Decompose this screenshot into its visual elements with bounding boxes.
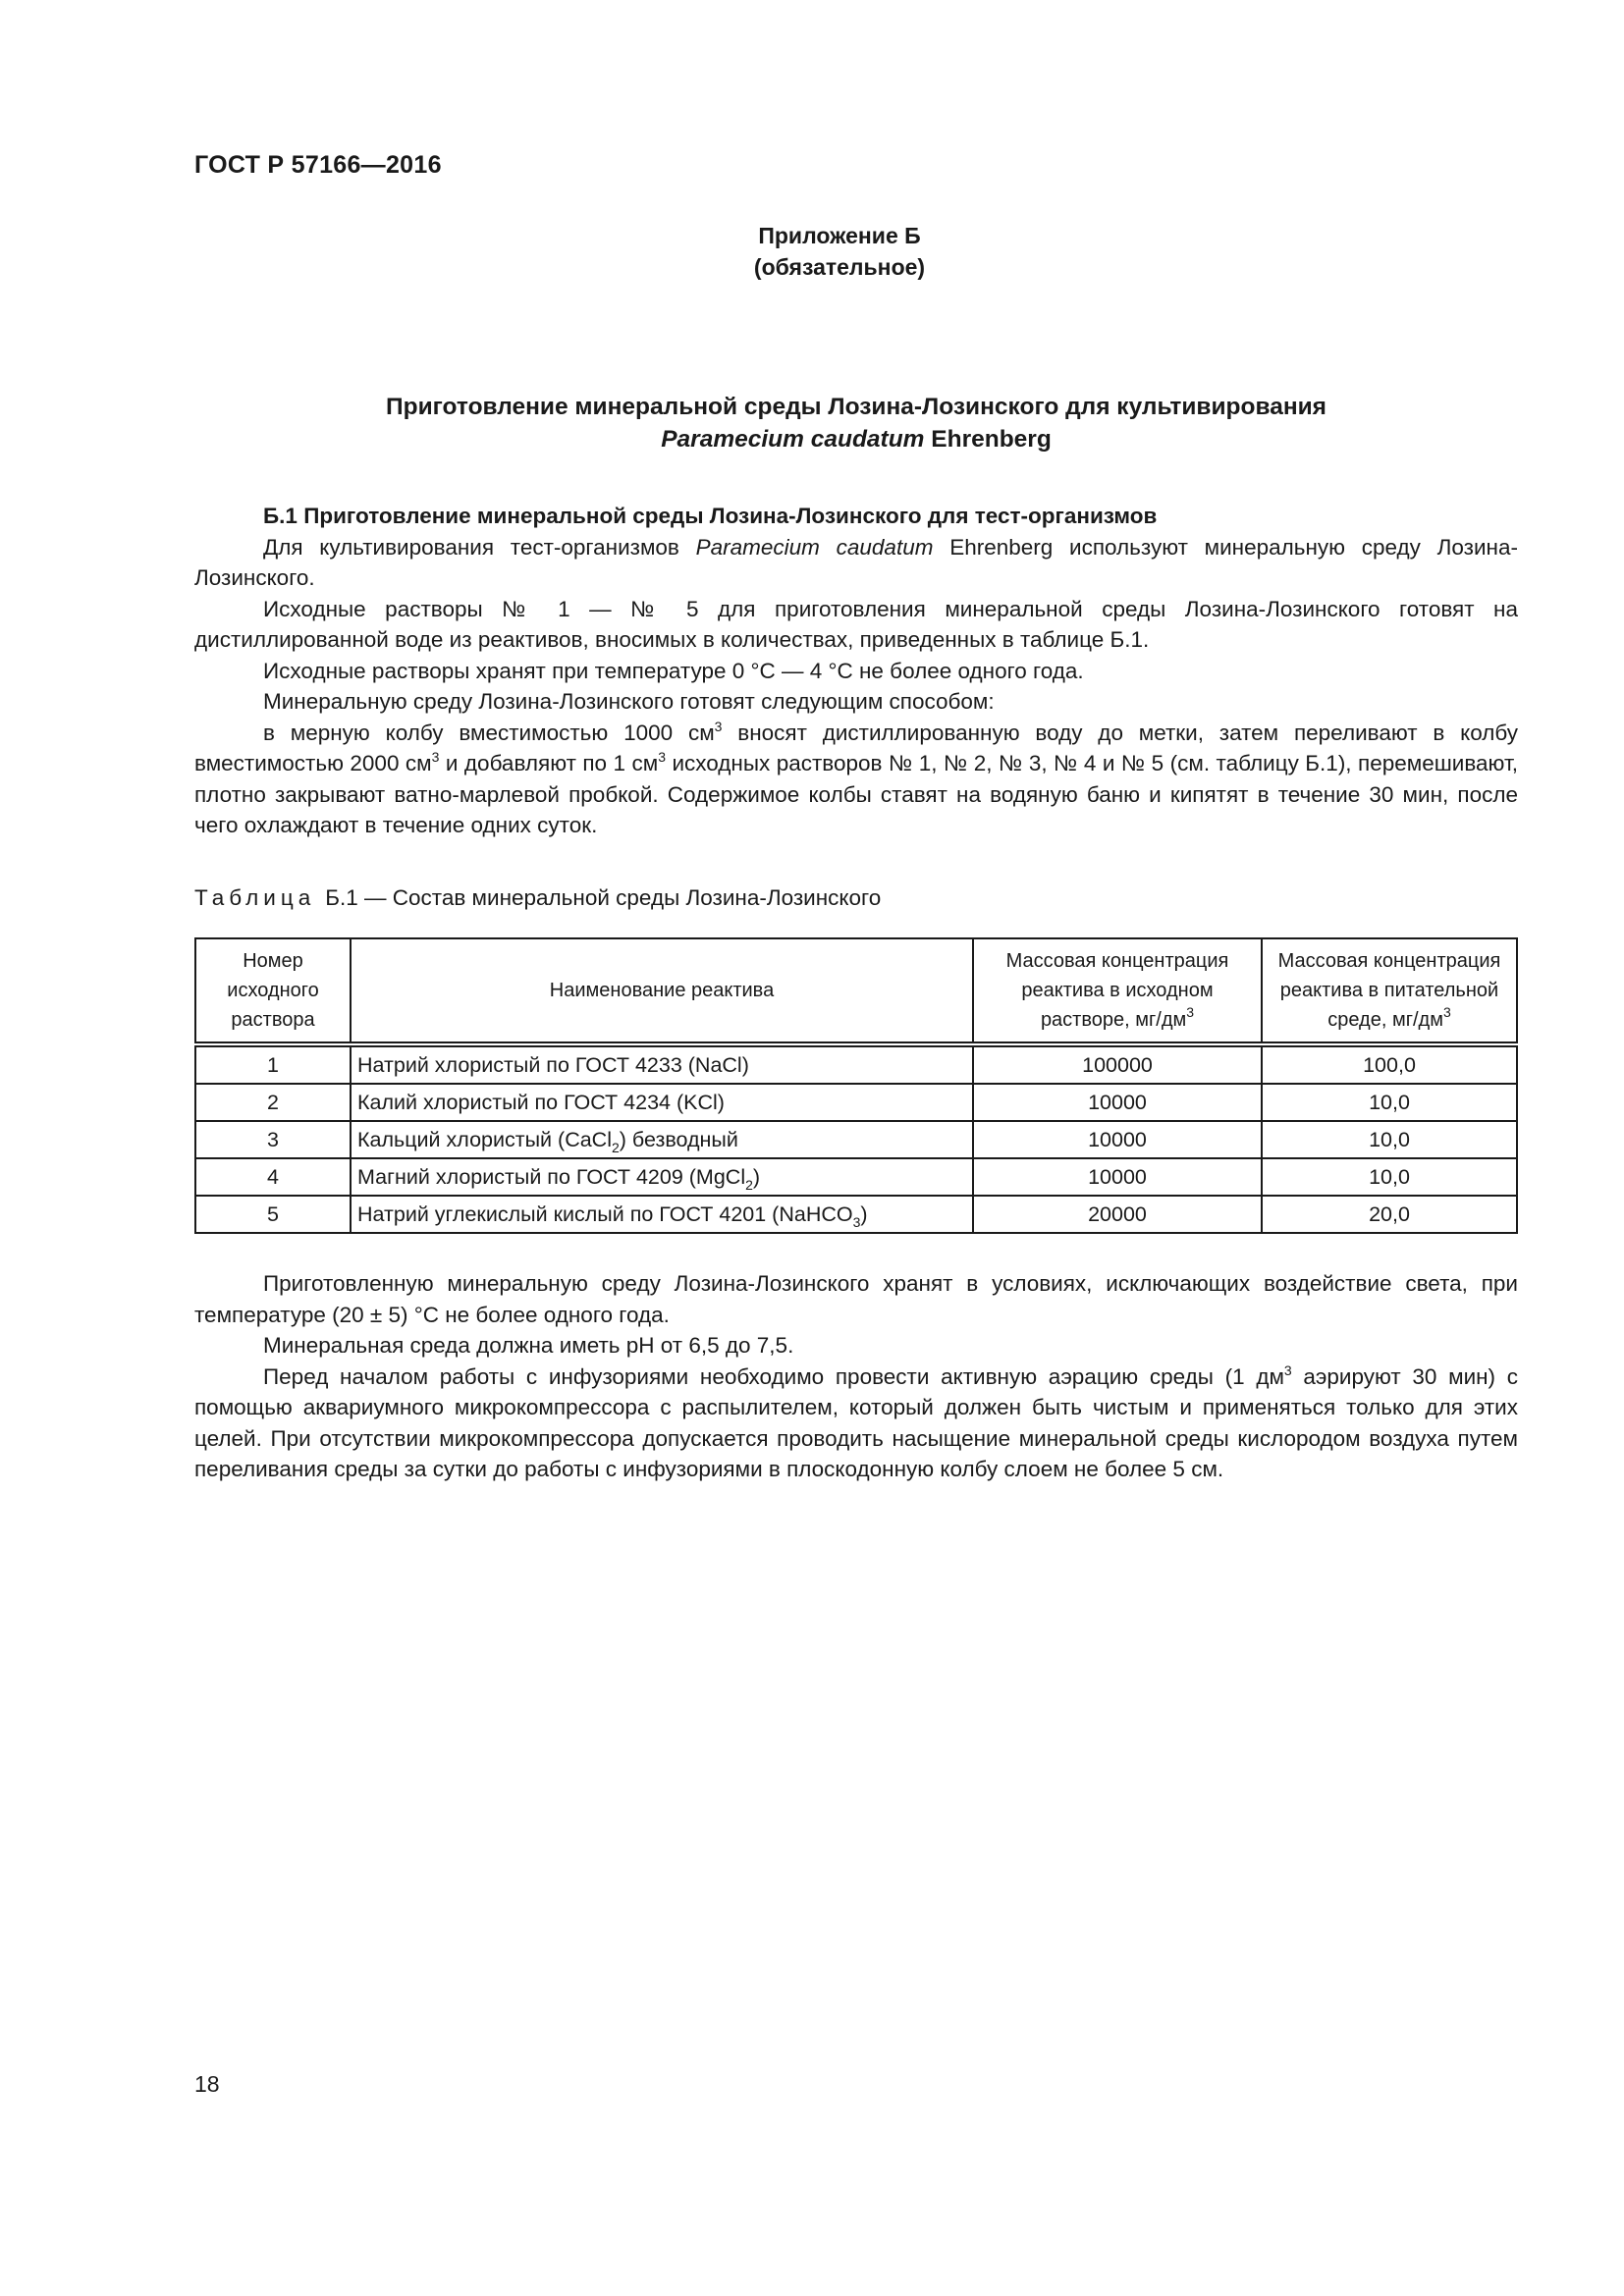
table-header-row xyxy=(195,938,1517,1044)
text-run: вносят дистиллированную воду до метки, затем переливают в колбу вместимостью 2000 см xyxy=(194,720,1519,775)
reagent-table xyxy=(194,937,1518,1234)
cell-reagent xyxy=(351,1158,973,1196)
section-b1 xyxy=(194,501,1518,841)
superscript: 3 xyxy=(1283,1362,1292,1378)
text-run: Кальций хлористый (CaCl xyxy=(357,1127,612,1151)
text-run: Натрий углекислый кислый по ГОСТ 4201 (NaHCO xyxy=(357,1201,853,1226)
title-line-1: Приготовление минеральной среды Лозина-Лозинского для культивирования xyxy=(386,394,1326,420)
paragraph: Исходные растворы хранят при температуре 0 °С — 4 °С не более одного года. xyxy=(263,658,1084,683)
cell-number: 2 xyxy=(195,1084,351,1121)
cell-number: 3 xyxy=(195,1121,351,1158)
cell-medium: 10,0 xyxy=(1262,1158,1517,1196)
table-row xyxy=(195,1084,1517,1121)
text-run: ) xyxy=(752,1164,761,1189)
paragraph: Минеральную среду Лозина-Лозинского готовят следующим способом: xyxy=(263,689,995,714)
section-b1-heading: Б.1 Приготовление минеральной среды Лозина-Лозинского для тест-организмов xyxy=(263,504,1158,528)
text-run: Натрий хлористый по ГОСТ 4233 (NaCl) xyxy=(357,1052,749,1077)
cell-reagent xyxy=(351,1084,973,1121)
superscript: 3 xyxy=(1442,1004,1451,1020)
cell-number: 4 xyxy=(195,1158,351,1196)
table-row xyxy=(195,1121,1517,1158)
appendix-title xyxy=(194,391,1518,455)
superscript: 3 xyxy=(714,718,723,734)
paragraph xyxy=(194,718,1518,841)
table-row xyxy=(195,1044,1517,1084)
table-row xyxy=(195,1158,1517,1196)
cell-medium: 10,0 xyxy=(1262,1084,1517,1121)
table-row xyxy=(195,1196,1517,1233)
title-line-2 xyxy=(194,423,1518,455)
cell-number: 5 xyxy=(195,1196,351,1233)
header-text: Массовая концентрация реактива в питательной среде, мг/дм xyxy=(1277,950,1501,1031)
paragraph: Минеральная среда должна иметь pH от 6,5 до 7,5. xyxy=(263,1333,794,1358)
table-caption-label: Таблица xyxy=(194,885,316,910)
cell-stock: 10000 xyxy=(973,1121,1262,1158)
cell-number: 1 xyxy=(195,1044,351,1084)
cell-stock: 10000 xyxy=(973,1158,1262,1196)
subscript: 2 xyxy=(745,1176,753,1193)
paragraph xyxy=(194,1362,1518,1485)
text-run: Магний хлористый по ГОСТ 4209 (MgCl xyxy=(357,1164,746,1189)
text-run: аэрируют 30 мин) с помощью аквариумного микрокомпрессора с распылителем, который должен быть чистым и применяться только для этих целей. При отсутствии микрокомпрессора допускается проводить насыщение минеральной среды кислородом воздуха путем переливания среды за сутки до работы с инфузориями в плоскодонную колбу слоем не более 5 см. xyxy=(194,1363,1518,1481)
header-reagent-name: Наименование реактива xyxy=(351,938,973,1044)
text-run: Калий хлористый по ГОСТ 4234 (KCl) xyxy=(357,1090,725,1114)
text-run: ) xyxy=(860,1201,868,1226)
paragraph xyxy=(194,532,1518,594)
species-name: Paramecium caudatum xyxy=(695,534,934,560)
text-run: Для культивирования тест-организмов xyxy=(263,534,696,560)
cell-stock: 10000 xyxy=(973,1084,1262,1121)
header-text: Массовая концентрация реактива в исходном растворе, мг/дм xyxy=(1005,950,1229,1031)
cell-medium: 20,0 xyxy=(1262,1196,1517,1233)
species-author: Ehrenberg xyxy=(924,426,1052,453)
cell-reagent xyxy=(351,1196,973,1233)
document-id-header: ГОСТ Р 57166—2016 xyxy=(194,151,442,179)
header-medium-concentration xyxy=(1262,938,1517,1044)
header-solution-number: Номер исходного раствора xyxy=(195,938,351,1044)
appendix-label: Приложение Б xyxy=(758,223,921,248)
cell-reagent xyxy=(351,1121,973,1158)
cell-stock: 20000 xyxy=(973,1196,1262,1233)
table-caption-text: Б.1 — Состав минеральной среды Лозина-Лозинского xyxy=(325,885,882,910)
page-number: 18 xyxy=(194,2071,220,2097)
appendix-heading xyxy=(0,220,1624,283)
subscript: 2 xyxy=(611,1139,620,1155)
cell-medium: 100,0 xyxy=(1262,1044,1517,1084)
species-name: Paramecium caudatum xyxy=(661,426,925,453)
header-stock-concentration xyxy=(973,938,1262,1044)
cell-medium: 10,0 xyxy=(1262,1121,1517,1158)
text-run: Ehrenberg используют минеральную среду Лозина-Лозинского. xyxy=(194,534,1518,590)
superscript: 3 xyxy=(658,749,666,765)
paragraph: Исходные растворы № 1 — № 5 для приготовления минеральной среды Лозина-Лозинского готовят на дистиллированной воде из реактивов, вносимых в количествах, приведенных в таблице Б.1. xyxy=(194,596,1518,652)
superscript: 3 xyxy=(1186,1004,1195,1020)
superscript: 3 xyxy=(431,749,440,765)
paragraph: Приготовленную минеральную среду Лозина-Лозинского хранят в условиях, исключающих воздействие света, при температуре (20 ± 5) °С не более одного года. xyxy=(194,1271,1518,1327)
subscript: 3 xyxy=(852,1213,861,1230)
cell-stock: 100000 xyxy=(973,1044,1262,1084)
table-caption xyxy=(194,885,881,911)
text-run: ) безводный xyxy=(619,1127,738,1151)
text-run: Перед началом работы с инфузориями необходимо провести активную аэрацию среды (1 дм xyxy=(263,1363,1284,1389)
appendix-status: (обязательное) xyxy=(753,254,926,280)
text-run: исходных растворов № 1, № 2, № 3, № 4 и № 5 (см. таблицу Б.1), перемешивают, плотно закрывают ватно-марлевой пробкой. Содержимое колбы ставят на водяную баню и кипятят в течение 30 мин, после чего охлаждают в течение одних суток. xyxy=(194,751,1519,837)
text-run: и добавляют по 1 см xyxy=(439,751,659,775)
post-table-text xyxy=(194,1268,1518,1485)
text-run: в мерную колбу вместимостью 1000 см xyxy=(263,720,715,745)
cell-reagent xyxy=(351,1044,973,1084)
